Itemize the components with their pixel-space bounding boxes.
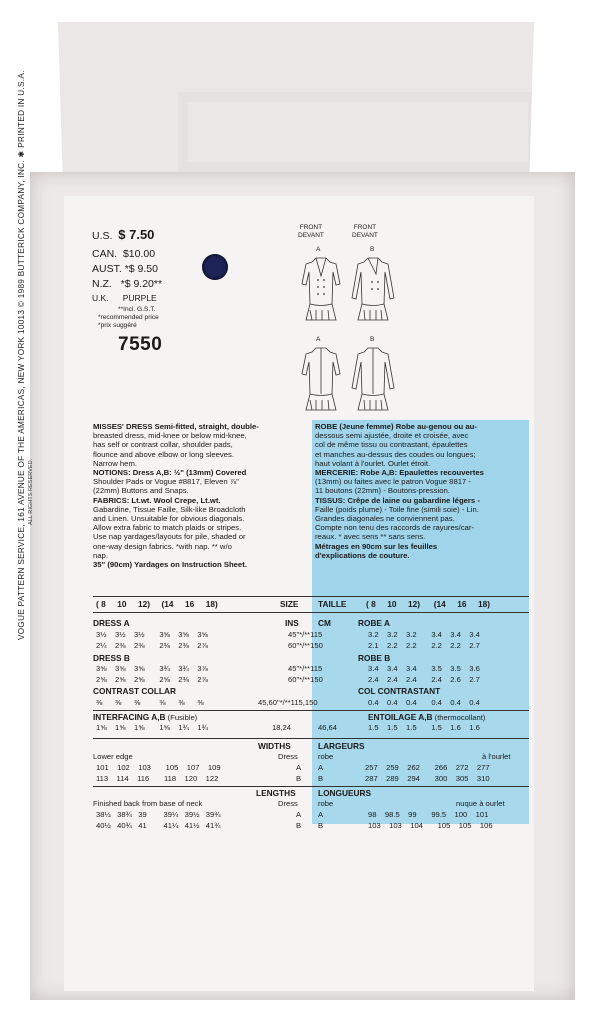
interfacing-row-cm: 46,64 — [318, 723, 338, 732]
width-b-fr: 287 289 294 300 305 310 — [365, 774, 490, 783]
lengths-dress-label: Dress — [278, 799, 298, 808]
dress-a-back-illustration — [296, 344, 346, 414]
widths-rule — [93, 738, 529, 739]
lengths-rule — [93, 786, 529, 787]
collar-row-width: 45,60"*/**115,150 — [258, 698, 318, 707]
view-label-front-1: FRONT DEVANT — [298, 224, 324, 239]
size-header-fr: ( 8 10 12) (14 16 18) — [366, 599, 491, 609]
widths-robe-label: robe — [318, 752, 334, 761]
price-uk: U.K. PURPLE — [92, 293, 157, 303]
view-letter-b: B — [370, 246, 375, 253]
view-letter-b-back: B — [370, 336, 375, 343]
punched-hole — [202, 254, 228, 280]
dress-b-front-illustration — [348, 254, 398, 324]
width-a-letter: A — [296, 763, 302, 772]
dress-b-row-1-fr: 3.4 3.4 3.4 3.5 3.5 3.6 — [368, 664, 480, 673]
lower-edge-label: Lower edge — [93, 752, 133, 761]
entoilage-label: ENTOILAGE A,B (thermocollant) — [368, 712, 486, 722]
pattern-number: 7550 — [118, 334, 163, 355]
length-a-letter-fr: A — [318, 810, 324, 819]
price-can: CAN. $10.00 — [92, 248, 156, 260]
robe-a-label: ROBE A — [358, 618, 390, 628]
dress-a-row-2-width: 60"*/**150 — [288, 641, 323, 650]
length-a-letter: A — [296, 810, 302, 819]
faded-logo-mark — [178, 92, 538, 172]
view-letter-a: A — [316, 246, 321, 253]
length-b-fr: 103 103 104 105 105 106 — [368, 821, 493, 830]
size-header-en: ( 8 10 12) (14 16 18) — [96, 599, 218, 609]
nuque-label: nuque à ourlet — [456, 799, 505, 808]
dress-a-front-illustration — [296, 254, 346, 324]
length-b-letter-fr: B — [318, 821, 324, 830]
dress-b-back-illustration — [348, 344, 398, 414]
view-letter-a-back: A — [316, 336, 321, 343]
size-label: SIZE — [280, 599, 299, 609]
col-contrastant-label: COL CONTRASTANT — [358, 686, 441, 696]
english-description: MISSES' DRESS Semi-fitted, straight, double- breasted dress, mid-knee or below mid-knee, has self or contrast collar, shoulder pads, flounce and above elbow or long sleeves. Narrow hem. NOTIONS: Dress A,B: ½" (13mm) Covered Shoulder Pads or Vogue #8817, Eleven ⅞" (22mm) Buttons and Snaps. FABRICS: Lt.wt. Wool Crepe, Lt.wt. Gabardine, Tissue Faille, Silk-like Broadcloth and Linen. Unsuitable for obvious diagonals. Allow extra fabric to match plaids or stripes. Use nap yardages/layouts for pile, shaded or one-way design fabrics. *with nap. ** w/o nap. 35" (90cm) Yardages on Instruction Sheet. — [93, 422, 259, 570]
french-description: ROBE (Jeune femme) Robe au-genou ou au- dessous semi ajustée, droite et croisée, avec col de même tissu ou contrastant, épaulettes et manches au-dessus des coudes ou longues; haut volant à l'ourlet. Ourlet étroit. MERCERIE: Robe A,B: Epaulettes recouvertes (13mm) ou faites avec le patron Vogue 8817 - 11 boutons (22mm) - Boutons-pression. TISSUS: Crêpe de laine ou gabardine légers - Faille (poids plume) - Toile fine (simili soie) - Lin. Grandes diagonales ne conviennent pas. Compte non tenu des raccords de rayures/car- reaux. * avec sens ** sans sens. Métrages en 90cm sur les feuilles d'explications de couture. — [315, 422, 484, 560]
width-a-en: 101 102 103 105 107 109 — [96, 763, 221, 772]
price-notes: **Incl. G.S.T. *recommended price *prix suggéré — [98, 306, 159, 329]
dress-b-row-2-en: 2⅝ 2⅝ 2⅝ 2⅝ 2⅜ 2⅞ — [96, 675, 208, 684]
lengths-robe-label: robe — [318, 799, 334, 808]
table-top-rule — [93, 596, 529, 597]
publisher-line: VOGUE PATTERN SERVICE, 161 AVENUE OF THE AMERICAS, NEW YORK 10013 © 1989 BUTTERICK COMPANY, INC. ✱ PRINTED IN U.S.A. — [17, 70, 26, 640]
dress-a-row-2-en: 2¼ 2⅜ 2⅜ 2⅜ 2⅜ 2⅞ — [96, 641, 208, 650]
longueurs-label: LONGUEURS — [318, 788, 372, 798]
width-b-en: 113 114 116 118 120 122 — [96, 774, 219, 783]
length-a-fr: 98 98.5 99 99.5 100 101 — [368, 810, 489, 819]
width-a-fr: 257 259 262 266 272 277 — [365, 763, 490, 772]
dress-a-row-2-fr: 2.1 2.2 2.2 2.2 2.2 2.7 — [368, 641, 480, 650]
table-header-rule — [93, 612, 529, 613]
length-b-en: 40½ 40¾ 41 41¼ 41½ 41¾ — [96, 821, 221, 830]
interfacing-rule — [93, 710, 529, 711]
view-label-front-2: FRONT DEVANT — [352, 224, 378, 239]
collar-row-en: ⅜ ⅜ ⅜ ⅜ ⅜ ⅜ — [96, 698, 204, 707]
ins-label: INS — [285, 618, 299, 628]
width-b-letter-fr: B — [318, 774, 324, 783]
dress-b-row-2-width: 60"*/**150 — [288, 675, 323, 684]
finished-label: Finished back from base of neck — [93, 799, 203, 808]
dress-b-row-1-en: 3⅝ 3⅝ 3⅝ 3¾ 3¾ 3⅞ — [96, 664, 208, 673]
interfacing-label: INTERFACING A,B (Fusible) — [93, 712, 198, 722]
interfacing-row-ins: 18,24 — [272, 723, 292, 732]
rights-line: ALL RIGHTS RESERVED. — [28, 458, 34, 525]
dress-b-row-2-fr: 2.4 2.4 2.4 2.4 2.6 2.7 — [368, 675, 480, 684]
collar-row-fr: 0.4 0.4 0.4 0.4 0.4 0.4 — [368, 698, 480, 707]
lengths-label: LENGTHS — [256, 788, 296, 798]
dress-a-row-1-fr: 3.2 3.2 3.2 3.4 3.4 3.4 — [368, 630, 480, 639]
widths-label: WIDTHS — [258, 741, 291, 751]
width-b-letter: B — [296, 774, 302, 783]
interfacing-row-en: 1⅝ 1⅝ 1⅝ 1⅝ 1¾ 1¾ — [96, 723, 208, 732]
dress-a-label: DRESS A — [93, 618, 130, 628]
widths-dress-label: Dress — [278, 752, 298, 761]
width-a-letter-fr: A — [318, 763, 324, 772]
cm-label: CM — [318, 618, 331, 628]
dress-a-row-1-en: 3½ 3½ 3½ 3⅝ 3⅝ 3⅝ — [96, 630, 208, 639]
dress-a-row-1-width: 45"*/**115 — [288, 630, 323, 639]
price-us: U.S. $ 7.50 — [92, 227, 155, 242]
dress-b-label: DRESS B — [93, 653, 130, 663]
largeurs-label: LARGEURS — [318, 741, 365, 751]
price-aust: AUST. *$ 9.50 — [92, 263, 158, 275]
length-a-en: 38½ 38¾ 39 39¼ 39½ 39¾ — [96, 810, 221, 819]
interfacing-row-fr: 1.5 1.5 1.5 1.5 1.6 1.6 — [368, 723, 480, 732]
contrast-collar-label: CONTRAST COLLAR — [93, 686, 176, 696]
length-b-letter: B — [296, 821, 302, 830]
ourlet-label: à l'ourlet — [482, 752, 511, 761]
robe-b-label: ROBE B — [358, 653, 391, 663]
taille-label: TAILLE — [318, 599, 347, 609]
dress-b-row-1-width: 45"*/**115 — [288, 664, 323, 673]
price-nz: N.Z. *$ 9.20** — [92, 278, 163, 290]
envelope-flap — [58, 22, 534, 182]
